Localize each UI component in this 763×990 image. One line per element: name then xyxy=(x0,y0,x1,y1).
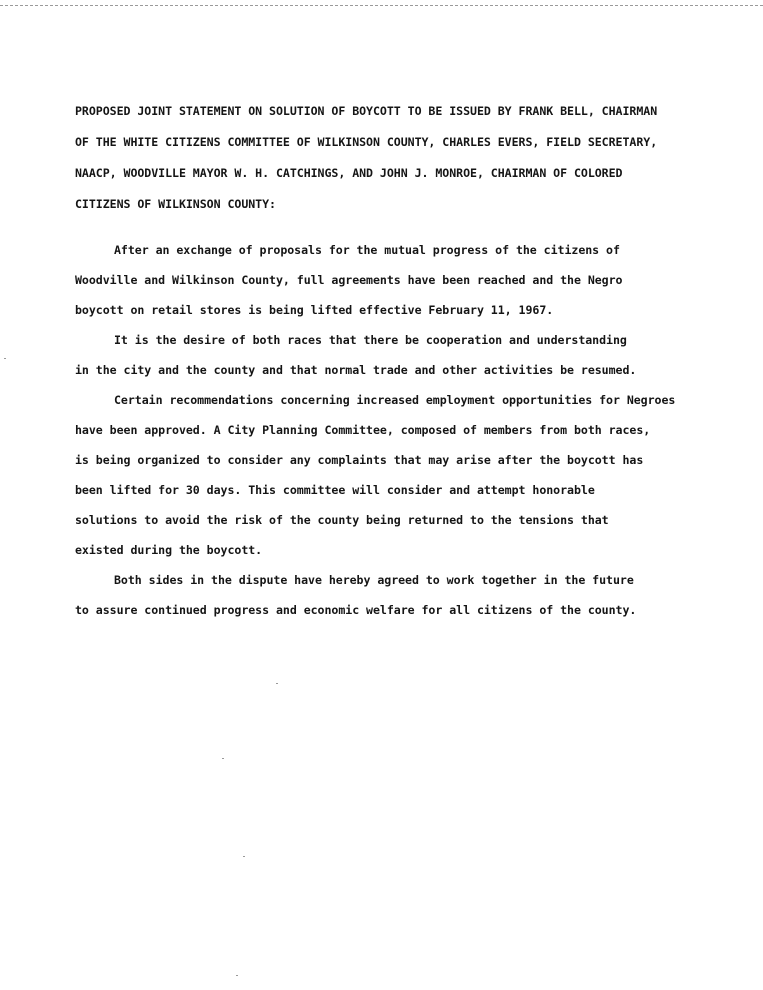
document-page xyxy=(75,96,735,625)
paragraph-line: in the city and the county and that normal trade and other activities be resumed. xyxy=(75,363,637,377)
paragraph-line: to assure continued progress and economic welfare for all citizens of the county. xyxy=(75,603,637,617)
paragraph-4 xyxy=(75,565,735,625)
paragraph-line: Woodville and Wilkinson County, full agreements have been reached and the Negro xyxy=(75,273,623,287)
page-top-edge xyxy=(0,0,763,6)
paragraph-line: boycott on retail stores is being lifted effective February 11, 1967. xyxy=(75,303,554,317)
paragraph-line: is being organized to consider any complaints that may arise after the boycott has xyxy=(75,453,644,467)
paragraph-3 xyxy=(75,385,735,565)
heading-line: PROPOSED JOINT STATEMENT ON SOLUTION OF BOYCOTT TO BE ISSUED BY FRANK BELL, CHAIRMAN xyxy=(75,104,658,118)
scan-speck xyxy=(243,856,245,857)
paragraph-line: Both sides in the dispute have hereby agreed to work together in the future xyxy=(114,573,634,587)
paragraph-line: been lifted for 30 days. This committee will consider and attempt honorable xyxy=(75,483,595,497)
scan-speck xyxy=(236,975,238,976)
paragraph-2 xyxy=(75,325,735,385)
paragraph-1 xyxy=(75,235,735,325)
paragraph-line: Certain recommendations concerning increased employment opportunities for Negroes xyxy=(114,393,676,407)
paragraph-line: After an exchange of proposals for the mutual progress of the citizens of xyxy=(114,243,620,257)
heading-line: OF THE WHITE CITIZENS COMMITTEE OF WILKINSON COUNTY, CHARLES EVERS, FIELD SECRETARY, xyxy=(75,135,658,149)
scan-speck xyxy=(222,758,224,759)
heading-line: CITIZENS OF WILKINSON COUNTY: xyxy=(75,197,276,211)
scan-speck xyxy=(4,358,6,359)
paragraph-line: existed during the boycott. xyxy=(75,543,263,557)
heading-line: NAACP, WOODVILLE MAYOR W. H. CATCHINGS, AND JOHN J. MONROE, CHAIRMAN OF COLORED xyxy=(75,166,623,180)
scan-speck xyxy=(276,683,278,684)
document-heading xyxy=(75,96,735,220)
statement-body xyxy=(75,235,735,625)
paragraph-line: solutions to avoid the risk of the county being returned to the tensions that xyxy=(75,513,609,527)
paragraph-line: have been approved. A City Planning Committee, composed of members from both races, xyxy=(75,423,651,437)
paragraph-line: It is the desire of both races that there be cooperation and understanding xyxy=(114,333,627,347)
